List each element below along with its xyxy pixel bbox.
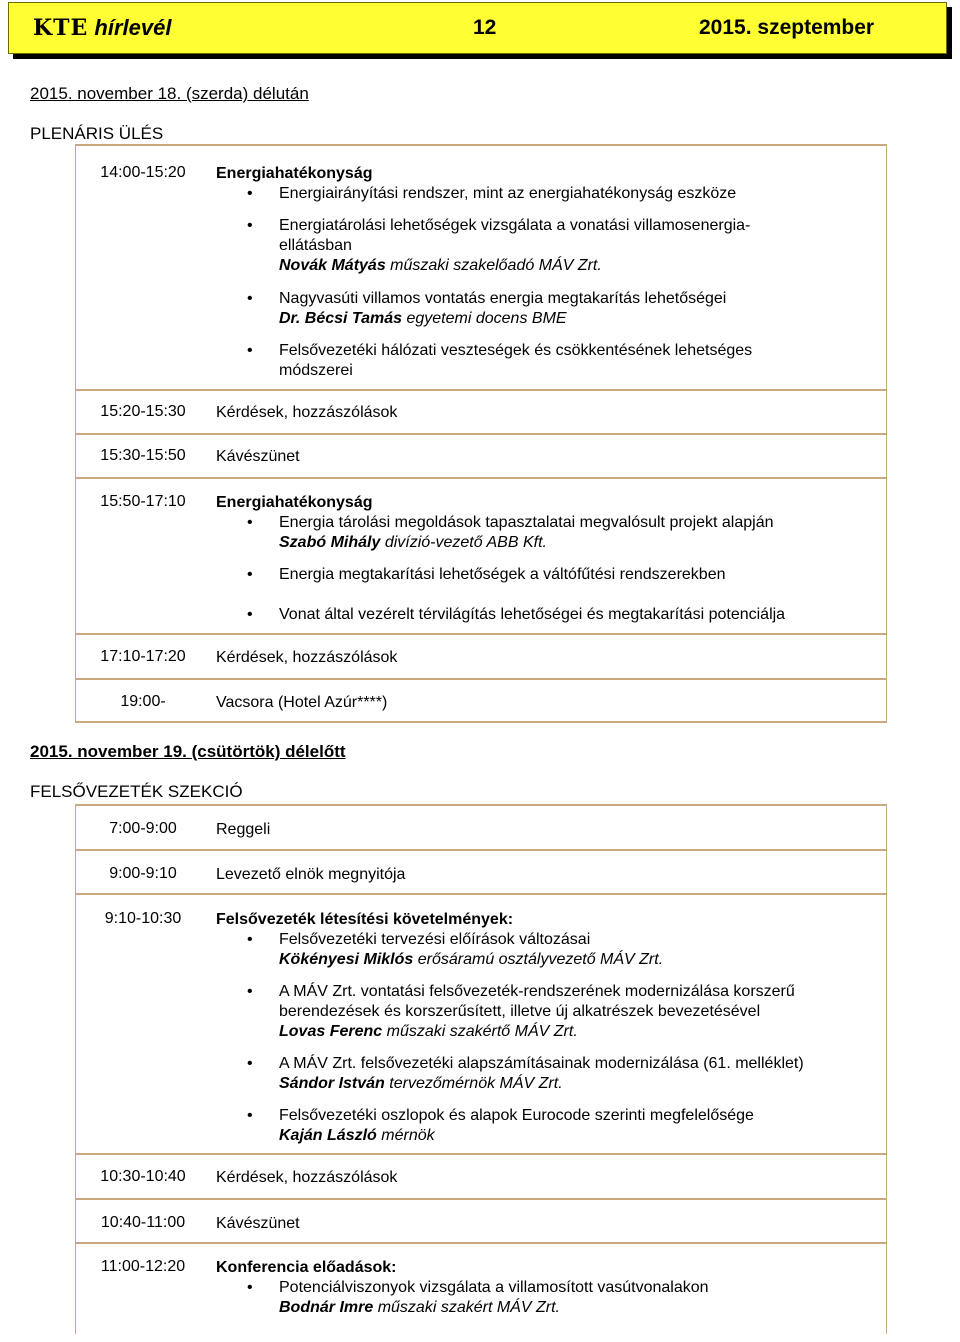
time-slot: 15:30-15:50	[100, 447, 186, 464]
time-slot: 7:00-9:00	[109, 820, 177, 837]
speaker-name: Lovas Ferenc	[279, 1023, 383, 1040]
page-number: 12	[473, 16, 497, 39]
agenda-item: Kérdések, hozzászólások	[216, 404, 398, 421]
brand-logo: KTE	[33, 15, 89, 41]
list-item: • Energiatárolási lehetőségek vizsgálata a vonatási villamosenergia- ellátásban Novák Mátyás műszaki szakelőadó MÁV Zrt.	[279, 216, 880, 276]
speaker-name: Bodnár Imre	[279, 1299, 374, 1316]
newsletter-header	[8, 2, 947, 54]
day1-session-title: PLENÁRIS ÜLÉS	[30, 124, 164, 143]
time-slot: 9:10-10:30	[104, 910, 182, 927]
speaker-role: műszaki szakelőadó MÁV Zrt.	[390, 257, 602, 274]
day2-date: 2015. november 19. (csütörtök) délelőtt	[30, 742, 346, 761]
time-slot: 11:00-12:20	[100, 1258, 186, 1275]
list-item: • Felsővezetéki hálózati veszteségek és csökkentésének lehetséges módszerei	[279, 341, 880, 381]
speaker-role: egyetemi docens BME	[406, 310, 567, 327]
agenda-item: Vacsora (Hotel Azúr****)	[216, 694, 388, 711]
agenda-item: Kávészünet	[216, 448, 300, 465]
list-item: • A MÁV Zrt. felsővezetéki alapszámításainak modernizálása (61. melléklet) Sándor István tervezőmérnök MÁV Zrt.	[279, 1054, 880, 1094]
list-item: • Potenciálviszonyok vizsgálata a villamosított vasútvonalakon Bodnár Imre műszaki szakért MÁV Zrt.	[279, 1278, 880, 1318]
speaker-role: mérnök	[381, 1127, 435, 1144]
table-row	[76, 849, 886, 893]
agenda-item: Kávészünet	[216, 1215, 300, 1232]
speaker-name: Szabó Mihály	[279, 534, 381, 551]
table-row	[76, 1153, 886, 1198]
agenda-item: Levezető elnök megnyitója	[216, 866, 406, 883]
table-row	[76, 1242, 886, 1334]
speaker-name: Dr. Bécsi Tamás	[279, 310, 403, 327]
speaker-role: tervezőmérnök MÁV Zrt.	[389, 1075, 563, 1092]
list-item: • Nagyvasúti villamos vontatás energia megtakarítás lehetőségei Dr. Bécsi Tamás egyetemi docens BME	[279, 289, 880, 329]
speaker-name: Sándor István	[279, 1075, 385, 1092]
list-item: • Felsővezetéki tervezési előírások változásai Kökényesi Miklós erősáramú osztályvezető MÁV Zrt.	[279, 930, 880, 970]
list-item: • Energia megtakarítási lehetőségek a váltófűtési rendszerekben	[279, 565, 880, 585]
table-row	[76, 804, 886, 849]
day1-schedule-table	[75, 144, 887, 723]
newsletter-name: hírlevél	[94, 15, 172, 40]
table-row	[76, 678, 886, 723]
day1-date: 2015. november 18. (szerda) délután	[30, 84, 309, 103]
time-slot: 15:20-15:30	[100, 403, 186, 420]
table-row	[76, 893, 886, 1153]
table-row	[76, 144, 886, 389]
table-row	[76, 389, 886, 433]
list-item: • Energiairányítási rendszer, mint az energiahatékonyság eszköze	[279, 184, 880, 204]
time-slot: 9:00-9:10	[109, 865, 177, 882]
speaker-name: Kökényesi Miklós	[279, 951, 414, 968]
session-topic: Energiahatékonyság	[216, 494, 373, 511]
time-slot: 10:30-10:40	[100, 1168, 186, 1185]
time-slot: 10:40-11:00	[100, 1214, 186, 1231]
issue-date: 2015. szeptember	[699, 16, 875, 39]
time-slot: 15:50-17:10	[100, 493, 186, 510]
time-slot: 14:00-15:20	[100, 164, 186, 181]
agenda-item: Reggeli	[216, 821, 271, 838]
list-item: • A MÁV Zrt. vontatási felsővezeték-rendszerének modernizálása korszerű berendezések és korszerűsített, illetve új alkatrészek bevezetésével Lovas Ferenc műszaki szakértő MÁV Zrt.	[279, 982, 880, 1042]
time-slot: 19:00-	[120, 693, 166, 710]
speaker-name: Novák Mátyás	[279, 257, 386, 274]
day2-schedule-table	[75, 804, 887, 1334]
session-topic: Energiahatékonyság	[216, 165, 373, 182]
list-item: • Felsővezetéki oszlopok és alapok Eurocode szerinti megfelelősége Kaján László mérnök	[279, 1106, 880, 1146]
time-slot: 17:10-17:20	[100, 648, 186, 665]
agenda-item: Kérdések, hozzászólások	[216, 649, 398, 666]
table-row	[76, 1198, 886, 1242]
day2-session-title: FELSŐVEZETÉK SZEKCIÓ	[30, 782, 243, 801]
table-row	[76, 633, 886, 678]
speaker-name: Kaján László	[279, 1127, 377, 1144]
agenda-item: Kérdések, hozzászólások	[216, 1169, 398, 1186]
speaker-role: műszaki szakért MÁV Zrt.	[377, 1299, 560, 1316]
session-topic: Konferencia előadások:	[216, 1259, 397, 1276]
speaker-role: divízió-vezető ABB Kft.	[384, 534, 547, 551]
list-item: • Vonat által vezérelt térvilágítás lehetőségei és megtakarítási potenciálja	[279, 605, 880, 625]
list-item: • Energia tárolási megoldások tapasztalatai megvalósult projekt alapján Szabó Mihály divízió-vezető ABB Kft.	[279, 513, 880, 553]
session-topic: Felsővezeték létesítési követelmények:	[216, 911, 514, 928]
table-row	[76, 433, 886, 477]
speaker-role: erősáramú osztályvezető MÁV Zrt.	[417, 951, 664, 968]
speaker-role: műszaki szakértő MÁV Zrt.	[386, 1023, 578, 1040]
newsletter-title	[33, 15, 171, 41]
table-row	[76, 477, 886, 633]
